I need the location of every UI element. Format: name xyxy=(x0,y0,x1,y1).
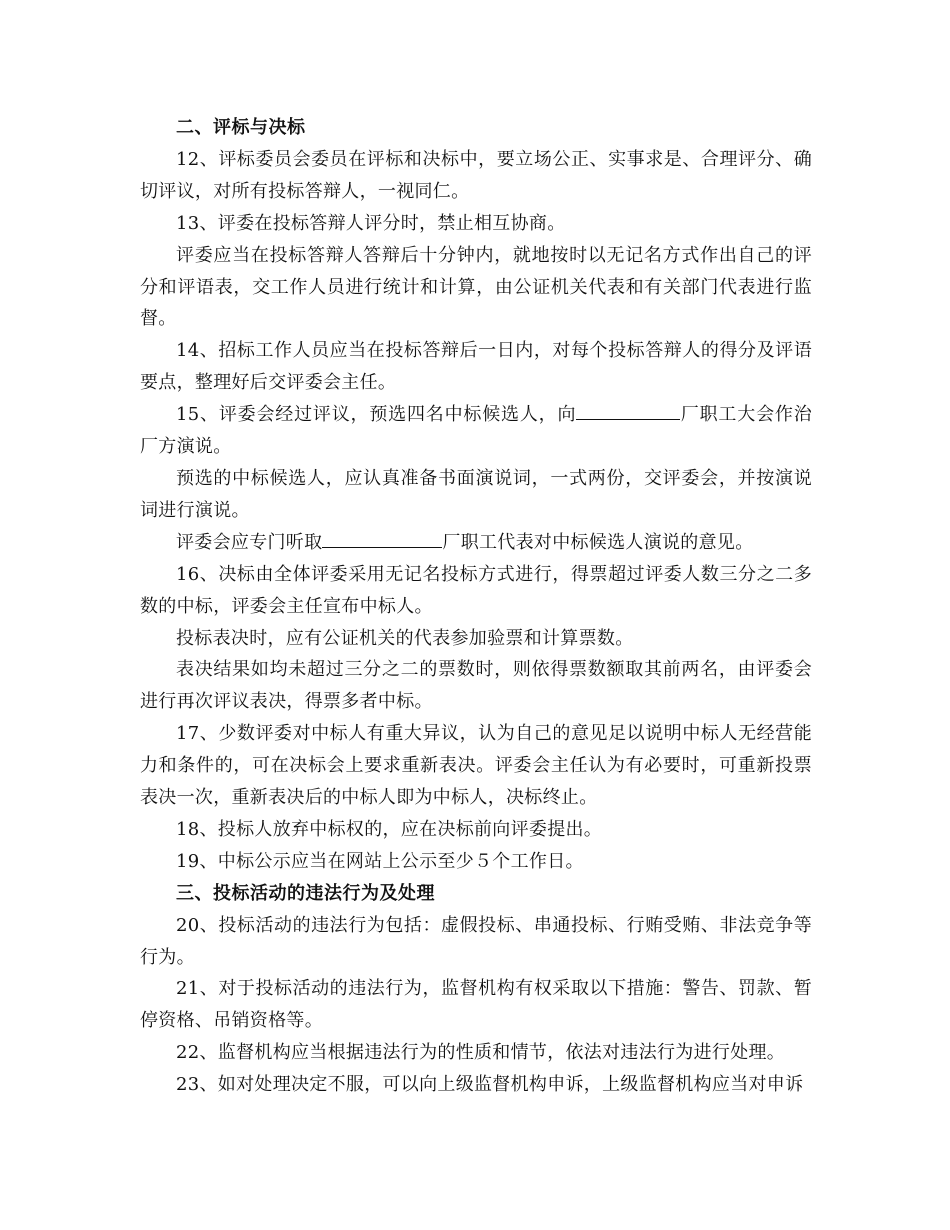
paragraph-22: 22、监督机构应当根据违法行为的性质和情节，依法对违法行为进行处理。 xyxy=(176,1042,786,1064)
paragraph-13: 13、评委在投标答辩人评分时，禁止相互协商。 xyxy=(176,212,566,234)
document-body xyxy=(140,112,812,1101)
paragraph-15-opinion-before: 评委会应专门听取 xyxy=(176,531,323,553)
paragraph-20: 20、投标活动的违法行为包括：虚假投标、串通投标、行贿受贿、非法竞争等行为。 xyxy=(140,914,812,968)
paragraph-15 xyxy=(140,399,812,463)
paragraph-18: 18、投标人放弃中标权的，应在决标前向评委提出。 xyxy=(176,818,603,840)
paragraph-21: 21、对于投标活动的违法行为，监督机构有权采取以下措施：警告、罚款、暂停资格、吊销资格等。 xyxy=(140,978,812,1032)
paragraph-15-text-before: 15、评委会经过评议，预选四名中标候选人，向 xyxy=(176,404,577,426)
paragraph-15-speech: 预选的中标候选人，应认真准备书面演说词，一式两份，交评委会，并按演说词进行演说。 xyxy=(140,467,812,521)
paragraph-16-notary: 投标表决时，应有公证机关的代表参加验票和计算票数。 xyxy=(176,627,634,649)
paragraph-23: 23、如对处理决定不服，可以向上级监督机构申诉，上级监督机构应当对申诉 xyxy=(176,1074,804,1096)
paragraph-16: 16、决标由全体评委采用无记名投标方式进行，得票超过评委人数三分之二多数的中标，评委会主任宣布中标人。 xyxy=(140,563,812,617)
blank-line-2 xyxy=(322,527,442,548)
paragraph-13-detail: 评委应当在投标答辩人答辩后十分钟内，就地按时以无记名方式作出自己的评分和评语表，交工作人员进行统计和计算，由公证机关代表和有关部门代表进行监督。 xyxy=(140,244,812,330)
paragraph-15-opinion-after: 厂职工代表对中标候选人演说的意见。 xyxy=(442,531,754,553)
section-heading-evaluation: 二、评标与决标 xyxy=(176,117,306,138)
paragraph-12: 12、评标委员会委员在评标和决标中，要立场公正、实事求是、合理评分、确切评议，对所有投标答辩人，一视同仁。 xyxy=(140,148,812,202)
paragraph-17: 17、少数评委对中标人有重大异议，认为自己的意见足以说明中标人无经营能力和条件的，可在决标会上要求重新表决。评委会主任认为有必要时，可重新投票表决一次，重新表决后的中标人即为中标人，决标终止。 xyxy=(140,723,812,809)
paragraph-15-opinion xyxy=(140,527,812,559)
paragraph-15-text-after: 厂职工大会作治厂方演说。 xyxy=(140,404,812,458)
paragraph-19: 19、中标公示应当在网站上公示至少５个工作日。 xyxy=(176,850,584,872)
paragraph-14: 14、招标工作人员应当在投标答辩后一日内，对每个投标答辩人的得分及评语要点，整理好后交评委会主任。 xyxy=(140,340,812,394)
paragraph-16-revote: 表决结果如均未超过三分之二的票数时，则依得票数额取其前两名，由评委会进行再次评议表决，得票多者中标。 xyxy=(140,659,812,713)
blank-line-1 xyxy=(576,399,680,420)
section-heading-violations: 三、投标活动的违法行为及处理 xyxy=(176,882,435,904)
